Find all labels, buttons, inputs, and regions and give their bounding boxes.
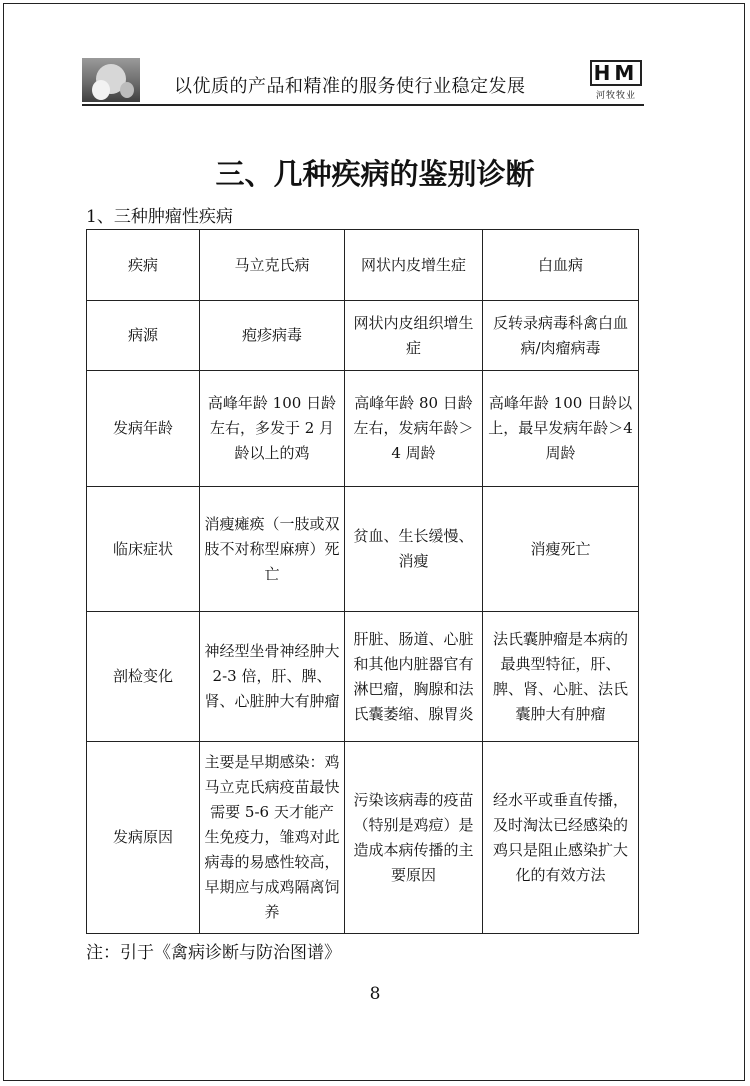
table-cell: 反转录病毒科禽白血病/肉瘤病毒	[483, 301, 639, 371]
section-heading: 1、三种肿瘤性疾病	[86, 207, 233, 227]
header-slogan: 以优质的产品和精准的服务使行业稳定发展	[174, 76, 526, 97]
table-row	[87, 612, 639, 742]
disease-table	[86, 229, 639, 934]
header-cell: 疾病	[87, 230, 200, 301]
row-label: 病源	[87, 301, 200, 371]
table-cell: 污染该病毒的疫苗（特别是鸡痘）是造成本病传播的主要原因	[345, 742, 483, 934]
table-cell: 网状内皮组织增生症	[345, 301, 483, 371]
row-label: 临床症状	[87, 487, 200, 612]
table-row	[87, 371, 639, 487]
table-cell: 神经型坐骨神经肿大 2-3 倍，肝、脾、肾、心脏肿大有肿瘤	[200, 612, 345, 742]
table-cell: 主要是早期感染：鸡马立克氏病疫苗最快需要 5-6 天才能产生免疫力，雏鸡对此病毒的易感性较高，早期应与成鸡隔离饲养	[200, 742, 345, 934]
table-row	[87, 742, 639, 934]
table-cell: 消瘦瘫痪（一肢或双肢不对称型麻痹）死亡	[200, 487, 345, 612]
table-cell: 经水平或垂直传播，及时淘汰已经感染的鸡只是阻止感染扩大化的有效方法	[483, 742, 639, 934]
header-cell: 网状内皮增生症	[345, 230, 483, 301]
source-note: 注：引于《禽病诊断与防治图谱》	[86, 943, 341, 963]
header-cell: 马立克氏病	[200, 230, 345, 301]
table-cell: 高峰年龄 100 日龄以上，最早发病年龄＞4 周龄	[483, 371, 639, 487]
logo-mark: HM	[590, 60, 643, 86]
table-cell: 高峰年龄 100 日龄左右，多发于 2 月龄以上的鸡	[200, 371, 345, 487]
header-cell: 白血病	[483, 230, 639, 301]
page-header	[82, 58, 644, 104]
page-number: 8	[369, 984, 381, 1004]
company-logo	[588, 60, 644, 100]
table-cell: 疱疹病毒	[200, 301, 345, 371]
table-cell: 高峰年龄 80 日龄左右，发病年龄＞4 周龄	[345, 371, 483, 487]
header-rule	[82, 104, 644, 106]
table-cell: 法氏囊肿瘤是本病的最典型特征，肝、脾、肾、心脏、法氏囊肿大有肿瘤	[483, 612, 639, 742]
logo-subtext: 河牧牧业	[595, 91, 636, 101]
row-label: 剖检变化	[87, 612, 200, 742]
table-row	[87, 487, 639, 612]
table-header-row	[87, 230, 639, 301]
page-title: 三、几种疾病的鉴别诊断	[215, 157, 535, 191]
chick-photo	[82, 58, 140, 102]
table-row	[87, 301, 639, 371]
table-cell: 肝脏、肠道、心脏和其他内脏器官有淋巴瘤，胸腺和法氏囊萎缩、腺胃炎	[345, 612, 483, 742]
table-cell: 贫血、生长缓慢、消瘦	[345, 487, 483, 612]
row-label: 发病年龄	[87, 371, 200, 487]
row-label: 发病原因	[87, 742, 200, 934]
table-cell: 消瘦死亡	[483, 487, 639, 612]
